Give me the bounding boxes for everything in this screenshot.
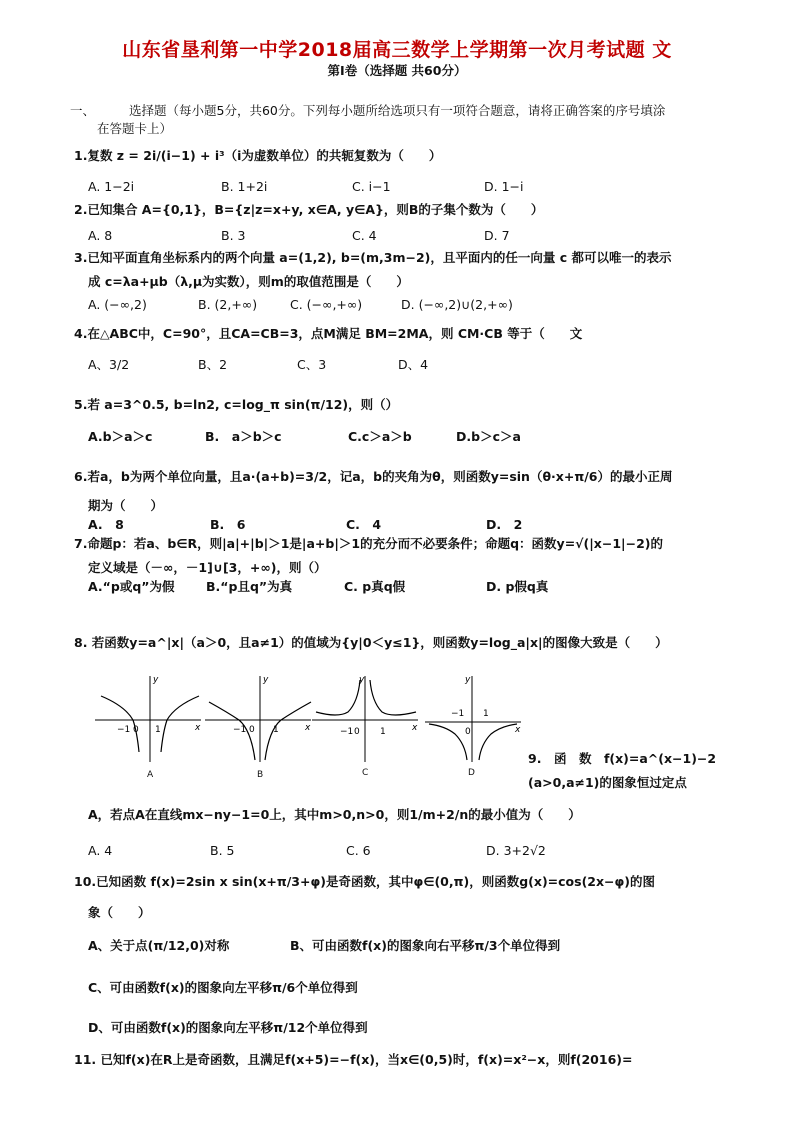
- q8-graph-c: [312, 672, 422, 762]
- svg-text:1: 1: [273, 725, 279, 735]
- section-instructions-cont: 在答题卡上）: [97, 121, 173, 136]
- question-10-stem: 10.已知函数 f(x)=2sin x sin(x+π/3+φ)是奇函数，其中φ∈(0,π)，则函数g(x)=cos(2x−φ)的图: [74, 874, 656, 889]
- q9-option-b: B. 5: [210, 843, 235, 858]
- question-4-stem: 4.在△ABC中，C=90°，且CA=CB=3，点M满足 BM=2MA，则 CM·CB 等于（ 文: [74, 326, 583, 341]
- q9-option-a: A. 4: [88, 843, 113, 858]
- q8-graph-a: [95, 672, 205, 762]
- question-6-stem: 6.若a，b为两个单位向量，且a·(a+b)=3/2，记a，b的夹角为θ，则函数y=sin（θ·x+π/6）的最小正周: [74, 469, 673, 484]
- section-instructions: 选择题（每小题5分，共60分。下列每小题所给选项只有一项符合题意，请将正确答案的序号填涂: [129, 103, 666, 118]
- question-9-stem-cont2: A，若点A在直线mx−ny−1=0上，其中m>0,n>0，则1/m+2/n的最小值为（ ）: [88, 807, 581, 822]
- svg-text:y: y: [153, 675, 159, 685]
- q4-option-b: B、2: [198, 357, 228, 372]
- q8-graph-d-label: D: [468, 768, 475, 778]
- q4-option-a: A、3/2: [88, 357, 130, 372]
- q7-option-a: A.“p或q”为假: [88, 579, 175, 594]
- q5-option-b: B. a＞b＞c: [205, 429, 282, 444]
- svg-text:y: y: [359, 675, 365, 685]
- question-5-stem: 5.若 a=3^0.5, b=ln2, c=log_π sin(π/12)，则（）: [74, 397, 399, 412]
- q1-option-b: B. 1+2i: [221, 179, 268, 194]
- q2-option-a: A. 8: [88, 228, 113, 243]
- question-7-stem-cont: 定义域是（－∞，－1]∪[3，+∞)，则（）: [88, 560, 327, 575]
- q4-option-c: C、3: [297, 357, 327, 372]
- question-3-stem: 3.已知平面直角坐标系内的两个向量 a=(1,2), b=(m,3m−2)，且平面内的任一向量 c 都可以唯一的表示: [74, 250, 672, 265]
- q5-option-a: A.b＞a＞c: [88, 429, 153, 444]
- q3-option-a: A. (−∞,2): [88, 297, 147, 312]
- q6-option-a: A. 8: [88, 517, 124, 532]
- question-6-stem-cont: 期为（ ）: [88, 498, 164, 513]
- question-9-stem-cont: (a>0,a≠1)的图象恒过定点: [528, 775, 687, 790]
- q10-option-d: D、可由函数f(x)的图象向左平移π/12个单位得到: [88, 1020, 368, 1035]
- section-number: 一、: [70, 103, 96, 118]
- question-8-stem: 8. 若函数y=a^|x|（a＞0，且a≠1）的值域为{y|0＜y≤1}，则函数y=log_a|x|的图像大致是（ ）: [74, 635, 668, 650]
- q8-graph-d: [425, 672, 525, 762]
- q2-option-b: B. 3: [221, 228, 246, 243]
- q1-option-c: C. i−1: [352, 179, 391, 194]
- svg-text:x: x: [305, 723, 311, 733]
- q10-option-c: C、可由函数f(x)的图象向左平移π/6个单位得到: [88, 980, 358, 995]
- q10-option-a: A、关于点(π/12,0)对称: [88, 938, 230, 953]
- page-title: 山东省垦利第一中学2018届高三数学上学期第一次月考试题 文: [122, 39, 672, 61]
- question-7-stem: 7.命题p：若a、b∈R，则|a|+|b|＞1是|a+b|＞1的充分而不必要条件；命题q：函数y=√(|x−1|−2)的: [74, 536, 663, 551]
- q1-option-a: A. 1−2i: [88, 179, 135, 194]
- q2-option-c: C. 4: [352, 228, 377, 243]
- q8-graph-b: [205, 672, 315, 762]
- question-2-stem: 2.已知集合 A={0,1}，B={z|z=x+y, x∈A, y∈A}，则B的子集个数为（ ）: [74, 202, 544, 217]
- question-1-stem: 1.复数 z = 2i/(i−1) + i³（i为虚数单位）的共轭复数为（ ）: [74, 148, 442, 163]
- q6-option-c: C. 4: [346, 517, 382, 532]
- svg-text:y: y: [263, 675, 269, 685]
- q5-option-c: C.c＞a＞b: [348, 429, 412, 444]
- q7-option-c: C. p真q假: [344, 579, 406, 594]
- question-10-stem-cont: 象（ ）: [88, 905, 151, 920]
- svg-text:−1: −1: [340, 727, 354, 737]
- svg-text:−1: −1: [117, 725, 131, 735]
- question-9-stem: 9. 函 数 f(x)=a^(x−1)−2: [528, 751, 717, 766]
- q7-option-b: B.“p且q”为真: [206, 579, 293, 594]
- q6-option-b: B. 6: [210, 517, 246, 532]
- q2-option-d: D. 7: [484, 228, 510, 243]
- svg-text:0: 0: [354, 727, 360, 737]
- q4-option-d: D、4: [398, 357, 429, 372]
- svg-text:1: 1: [483, 709, 489, 719]
- svg-text:1: 1: [155, 725, 161, 735]
- svg-text:x: x: [195, 723, 201, 733]
- svg-text:−1: −1: [233, 725, 247, 735]
- svg-text:x: x: [412, 723, 418, 733]
- q10-option-b: B、可由函数f(x)的图象向右平移π/3个单位得到: [290, 938, 561, 953]
- svg-text:0: 0: [465, 727, 471, 737]
- q5-option-d: D.b＞c＞a: [456, 429, 521, 444]
- q9-option-d: D. 3+2√2: [486, 843, 546, 858]
- svg-text:1: 1: [380, 727, 386, 737]
- svg-text:y: y: [465, 675, 471, 685]
- q7-option-d: D. p假q真: [486, 579, 549, 594]
- q8-graph-c-label: C: [362, 768, 369, 778]
- q3-option-b: B. (2,+∞): [198, 297, 258, 312]
- q1-option-d: D. 1−i: [484, 179, 524, 194]
- question-3-stem-cont: 成 c=λa+μb（λ,μ为实数），则m的取值范围是（ ）: [88, 274, 409, 289]
- q9-option-c: C. 6: [346, 843, 371, 858]
- page-subtitle: 第Ⅰ卷（选择题 共60分）: [327, 63, 467, 78]
- q3-option-d: D. (−∞,2)∪(2,+∞): [401, 297, 513, 312]
- svg-text:0: 0: [249, 725, 255, 735]
- q8-graph-a-label: A: [147, 770, 154, 780]
- svg-text:x: x: [515, 725, 521, 735]
- q6-option-d: D. 2: [486, 517, 523, 532]
- svg-text:−1: −1: [451, 709, 465, 719]
- svg-text:0: 0: [133, 725, 139, 735]
- q3-option-c: C. (−∞,+∞): [290, 297, 363, 312]
- q8-graph-b-label: B: [257, 770, 264, 780]
- question-11-stem: 11. 已知f(x)在R上是奇函数，且满足f(x+5)=−f(x)，当x∈(0,5)时，f(x)=x²−x，则f(2016)=: [74, 1052, 633, 1067]
